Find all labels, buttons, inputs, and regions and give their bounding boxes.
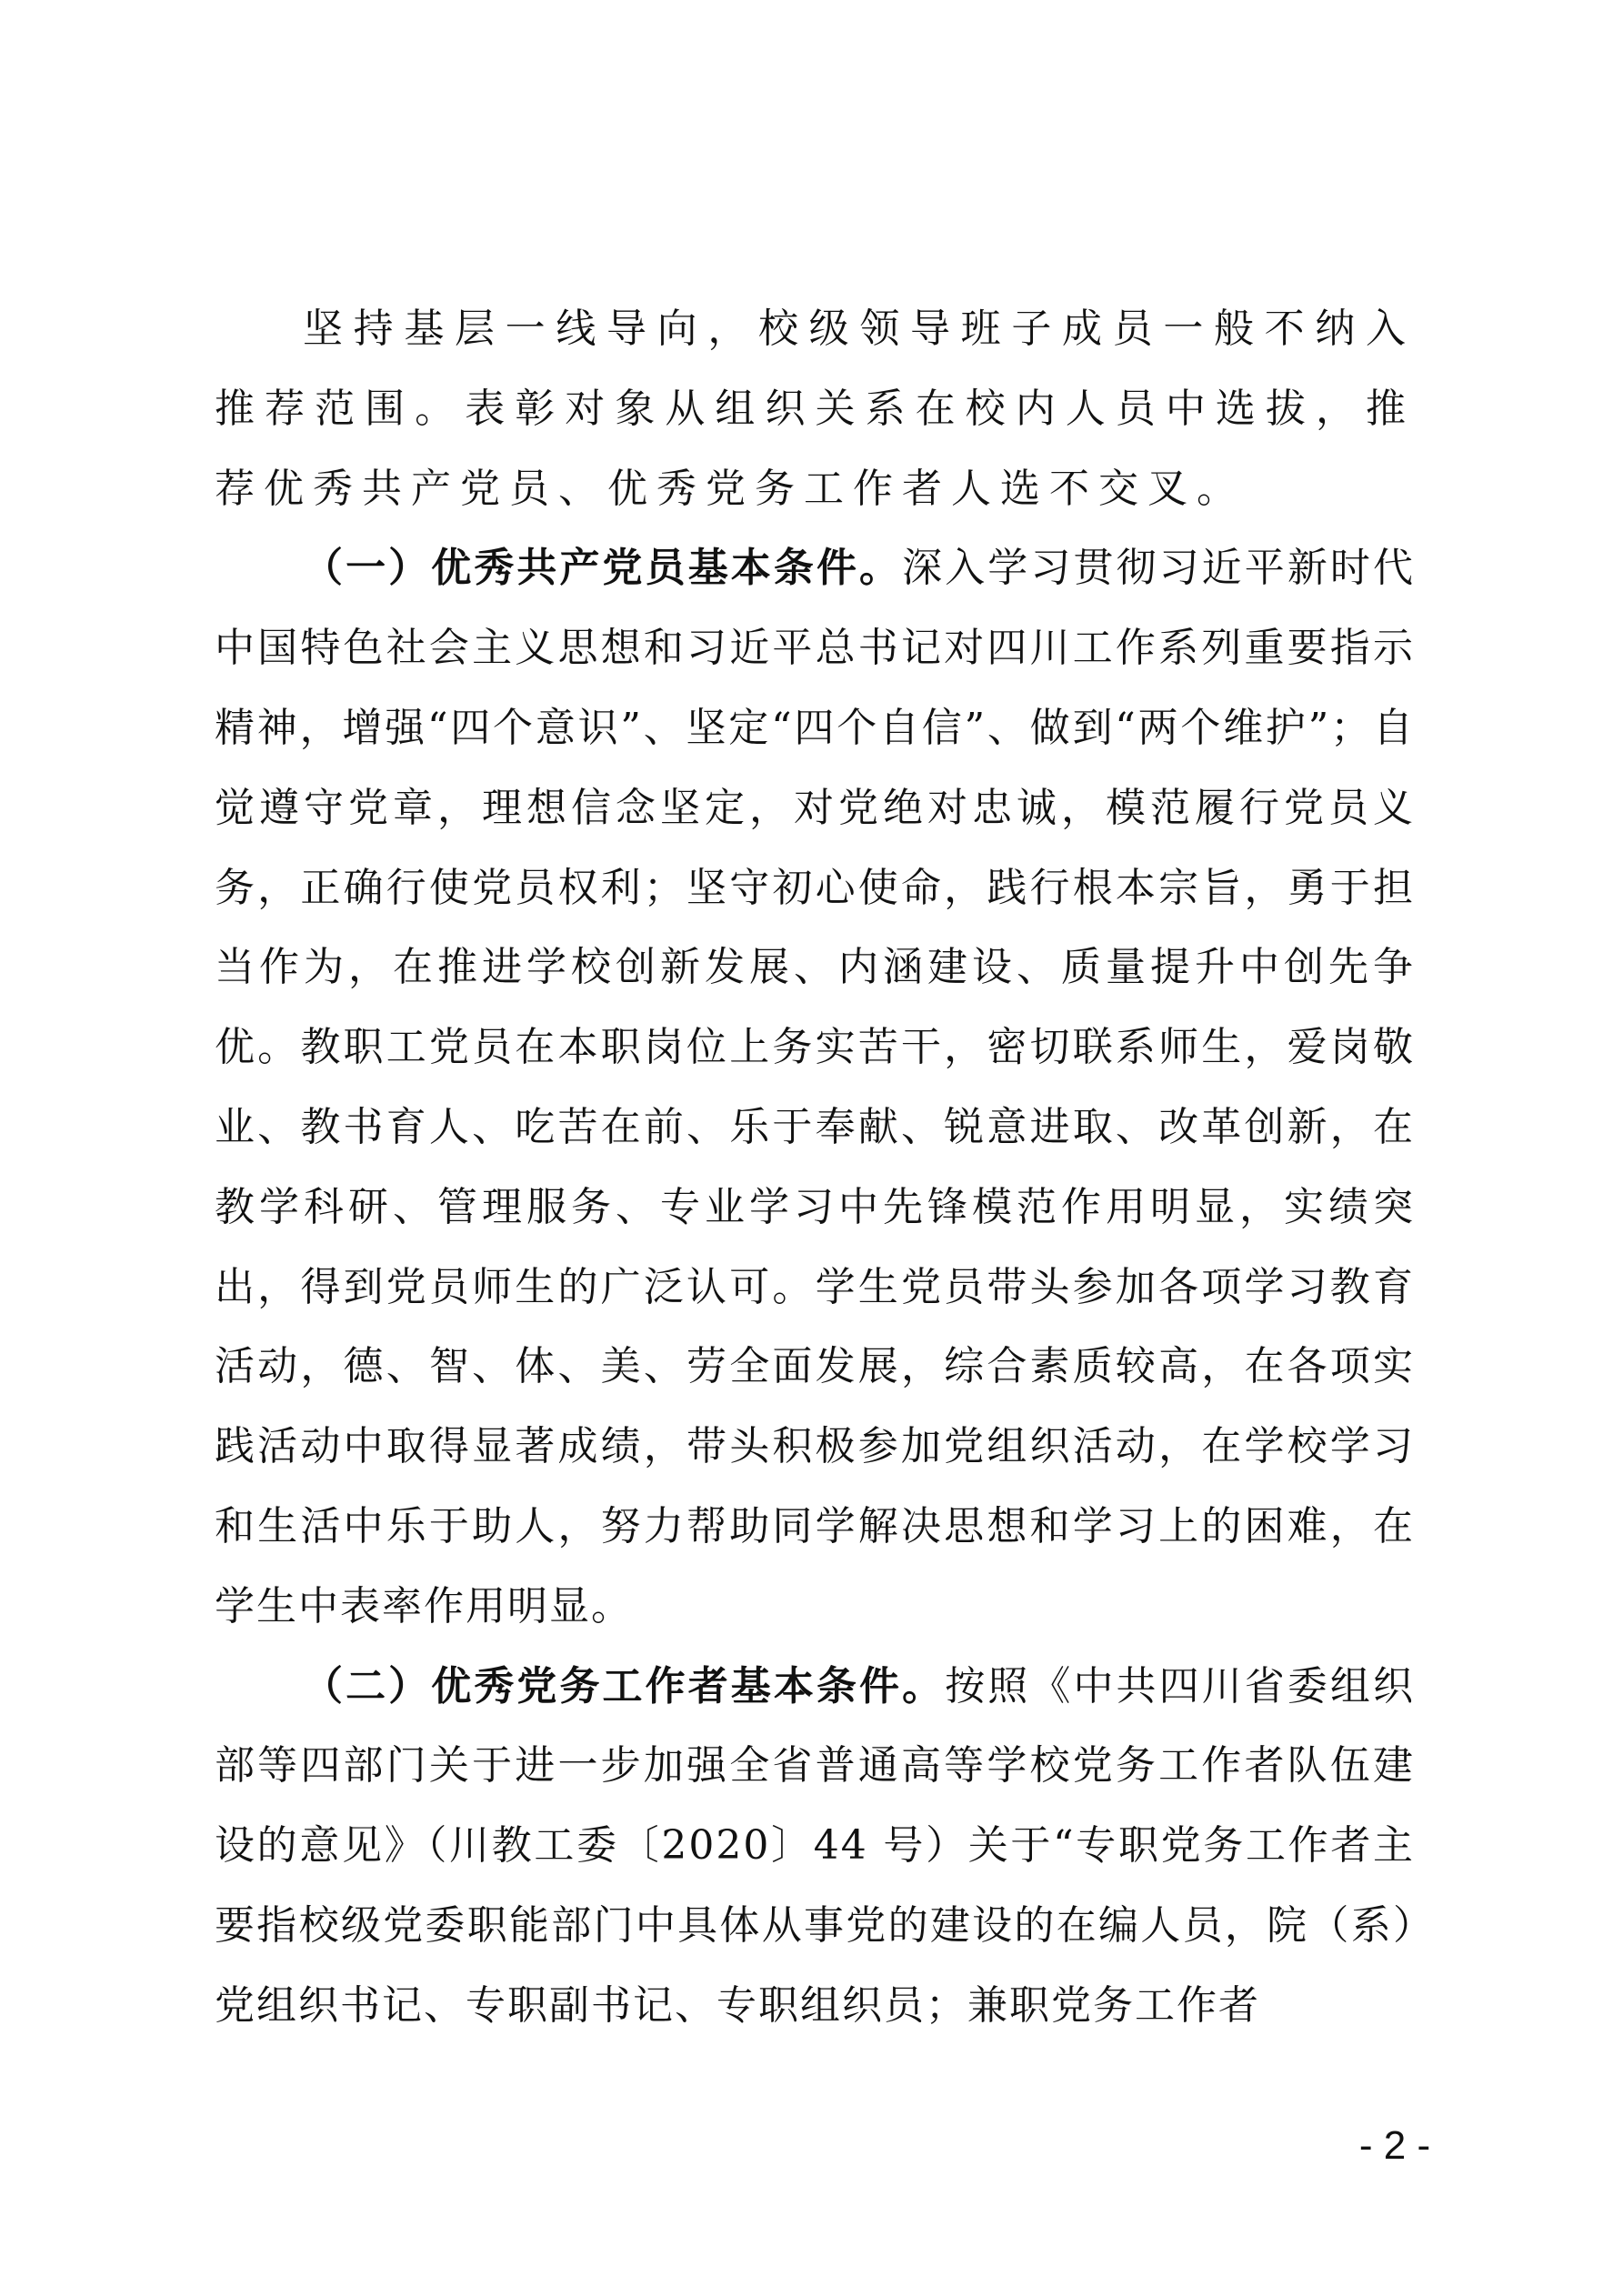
paragraph-text: 按照《中共四川省委组织部等四部门关于进一步加强全省普通高等学校党务工作者队伍建设的意见》（川教工委〔2020〕44 号）关于“专职党务工作者主要指校级党委职能部门中具体从事党的建设的在编人员，院（系）党组织书记、专职副书记、专职组织员；兼职党务工作者 — [215, 1662, 1416, 2029]
paragraph-text: 深入学习贯彻习近平新时代中国特色社会主义思想和习近平总书记对四川工作系列重要指示精神，增强“四个意识”、坚定“四个自信”、做到“两个维护”；自觉遵守党章，理想信念坚定，对党绝对忠诚，模范履行党员义务，正确行使党员权利；坚守初心使命，践行根本宗旨，勇于担当作为，在推进学校创新发展、内涵建设、质量提升中创先争优。教职工党员在本职岗位上务实苦干，密切联系师生，爱岗敬业、教书育人、吃苦在前、乐于奉献、锐意进取、改革创新，在教学科研、管理服务、专业学习中先锋模范作用明显，实绩突出，得到党员师生的广泛认可。学生党员带头参加各项学习教育活动，德、智、体、美、劳全面发展，综合素质较高，在各项实践活动中取得显著成绩，带头积极参加党组织活动，在学校学习和生活中乐于助人，努力帮助同学解决思想和学习上的困难，在学生中表率作用明显。 — [215, 545, 1416, 1629]
page-number: - 2 - — [1358, 2123, 1431, 2168]
paragraph-party-worker-conditions — [215, 1647, 1415, 2046]
body-text — [215, 289, 1415, 2046]
section-heading-party-worker: （二）优秀党务工作者基本条件。 — [303, 1662, 946, 1709]
paragraph-party-member-conditions — [215, 528, 1415, 1646]
paragraph-text: 坚持基层一线导向，校级领导班子成员一般不纳入推荐范围。表彰对象从组织关系在校内人员中选拔，推荐优秀共产党员、优秀党务工作者人选不交叉。 — [215, 306, 1415, 512]
section-heading-party-member: （一）优秀共产党员基本条件。 — [303, 545, 903, 592]
paragraph-recommendation-scope — [215, 289, 1415, 528]
